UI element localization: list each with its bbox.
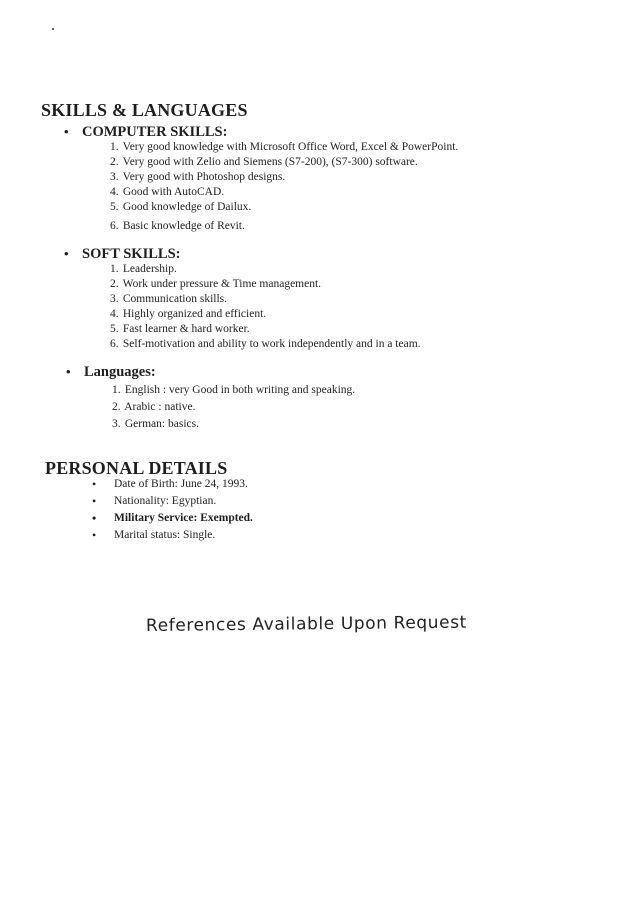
bullet-icon: • <box>92 477 97 491</box>
list-item: 1. Leadership. <box>110 263 177 275</box>
list-item: 4. Highly organized and efficient. <box>110 308 267 320</box>
languages-label: Languages: <box>84 364 156 380</box>
list-item: 5. Good knowledge of Dailux. <box>110 201 252 213</box>
computer-skills-list <box>110 140 458 234</box>
list-item: 2. Arabic : native. <box>112 401 196 413</box>
computer-skills-heading <box>64 124 228 141</box>
soft-skills-list <box>110 262 421 352</box>
personal-details-title: PERSONAL DETAILS <box>45 458 228 478</box>
personal-details-list <box>92 476 253 544</box>
scan-speck <box>52 28 54 30</box>
bullet-icon: • <box>64 124 69 139</box>
list-item: 3. Communication skills. <box>110 293 228 305</box>
list-item: 5. Fast learner & hard worker. <box>110 323 250 335</box>
list-item: • Nationality: Egyptian. <box>92 494 217 508</box>
list-item: 6. Basic knowledge of Revit. <box>110 220 245 232</box>
list-item: 1. Very good knowledge with Microsoft Office Word, Excel & PowerPoint. <box>110 141 459 153</box>
computer-skills-label: COMPUTER SKILLS: <box>82 124 228 140</box>
languages-heading <box>66 364 156 381</box>
languages-list <box>112 382 355 433</box>
list-item: • Date of Birth: June 24, 1993. <box>92 477 248 491</box>
list-item: 4. Good with AutoCAD. <box>110 186 225 198</box>
references-statement: References Available Upon Request <box>145 612 467 636</box>
bullet-icon: • <box>64 246 69 261</box>
soft-skills-heading <box>64 246 181 263</box>
bullet-icon: • <box>92 511 97 525</box>
bullet-icon: • <box>92 528 97 542</box>
list-item: • Marital status: Single. <box>92 528 216 542</box>
soft-skills-label: SOFT SKILLS: <box>82 246 181 262</box>
list-item: 3. Very good with Photoshop designs. <box>110 171 286 183</box>
list-item: 2. Work under pressure & Time management. <box>110 278 322 290</box>
skills-languages-title: SKILLS & LANGUAGES <box>41 100 248 120</box>
list-item: 1. English : very Good in both writing and speaking. <box>112 384 356 396</box>
bullet-icon: • <box>66 364 71 379</box>
list-item: 3. German: basics. <box>112 418 199 430</box>
bullet-icon: • <box>92 494 97 508</box>
list-item: 6. Self-motivation and ability to work independently and in a team. <box>110 338 421 350</box>
list-item: • Military Service: Exempted. <box>92 511 253 525</box>
list-item: 2. Very good with Zelio and Siemens (S7-200), (S7-300) software. <box>110 156 418 168</box>
